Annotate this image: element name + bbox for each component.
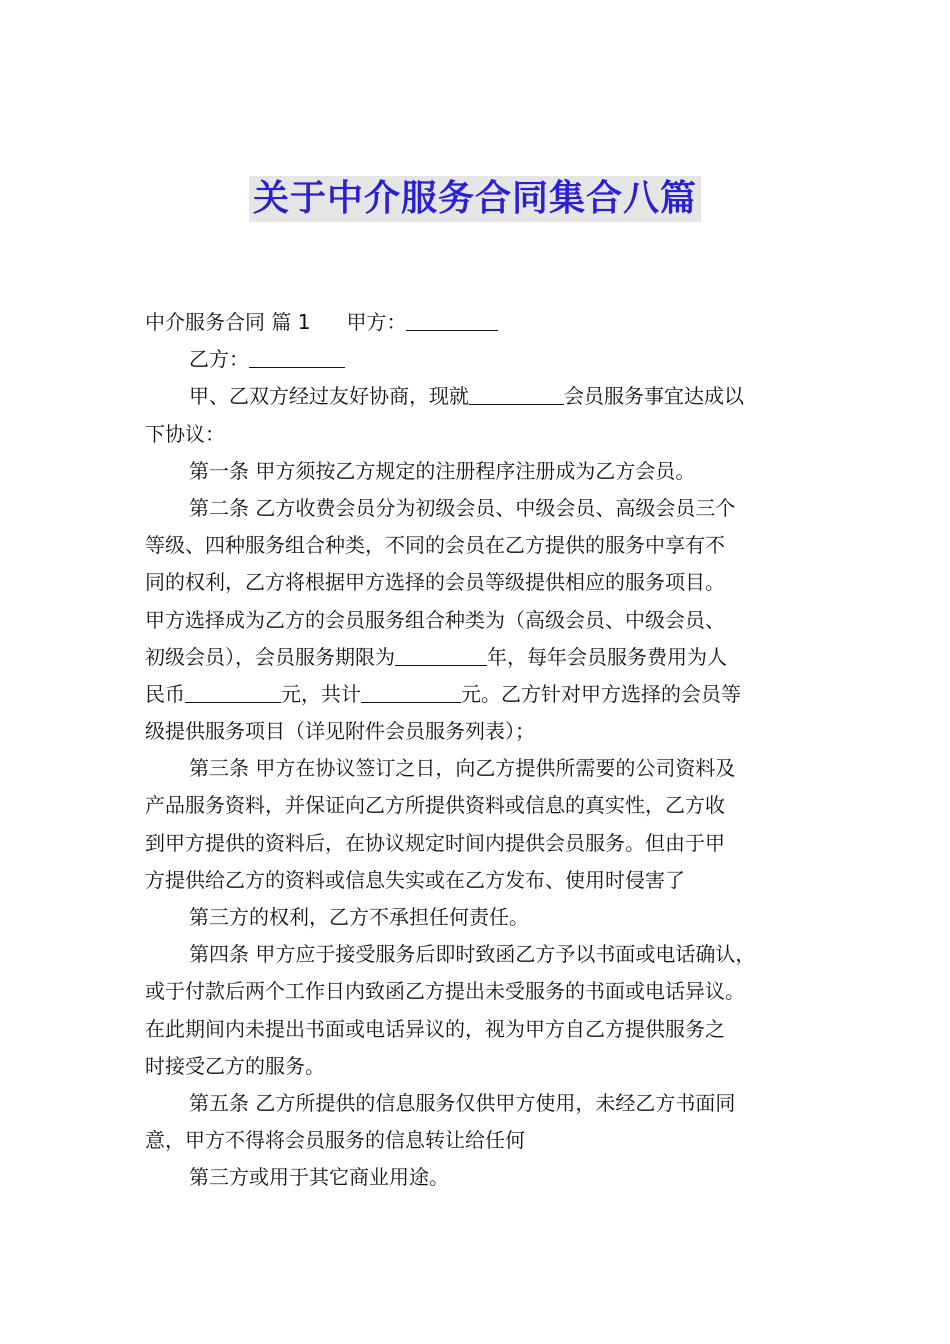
paragraph-line: 甲方选择成为乙方的会员服务组合种类为（高级会员、中级会员、: [145, 607, 725, 632]
party-b-blank: [249, 347, 345, 368]
paragraph-line: 同的权利，乙方将根据甲方选择的会员等级提供相应的服务项目。: [145, 570, 725, 595]
line-text: 会员服务事宜达成以: [564, 384, 744, 409]
paragraph-line: 下协议：: [145, 421, 225, 446]
paragraph-line: 第一条 甲方须按乙方规定的注册程序注册成为乙方会员。: [189, 458, 696, 483]
paragraph-line: 产品服务资料，并保证向乙方所提供资料或信息的真实性，乙方收: [145, 793, 725, 818]
line-text: 年，每年会员服务费用为人: [487, 644, 727, 669]
line-text: 元。乙方针对甲方选择的会员等: [461, 681, 741, 706]
paragraph-line: 或于付款后两个工作日内致函乙方提出未受服务的书面或电话异议。: [145, 979, 745, 1004]
line-text: 元，共计: [281, 681, 361, 706]
paragraph-line: 到甲方提供的资料后，在协议规定时间内提供会员服务。但由于甲: [145, 830, 725, 855]
line-text: 甲、乙双方经过友好协商，现就: [189, 384, 469, 409]
party-a-blank: [406, 310, 498, 331]
document-title: [0, 176, 950, 222]
paragraph-line: 第四条 甲方应于接受服务后即时致函乙方予以书面或电话确认，: [189, 942, 756, 967]
paragraph-line: [145, 676, 810, 713]
annual-fee-blank: [185, 682, 281, 703]
line-text: 民币: [145, 681, 185, 706]
paragraph-line: 第三方的权利，乙方不承担任何责任。: [189, 905, 529, 929]
paragraph-line: [145, 378, 810, 415]
paragraph-line: 第三方或用于其它商业用途。: [189, 1165, 449, 1190]
title-text: 关于中介服务合同集合八篇: [249, 176, 701, 222]
paragraph-line: 等级、四种服务组合种类，不同的会员在乙方提供的服务中享有不: [145, 533, 725, 558]
service-blank: [469, 384, 564, 405]
line-text: 甲方：: [346, 310, 407, 334]
paragraph-line: [145, 341, 810, 378]
paragraph-line: 时接受乙方的服务。: [145, 1053, 325, 1078]
line-text: 乙方：: [189, 347, 249, 372]
paragraph-line: 级提供服务项目（详见附件会员服务列表）；: [145, 719, 535, 744]
paragraph-line: 第三条 甲方在协议签订之日，向乙方提供所需要的公司资料及: [189, 756, 736, 781]
line-text: 初级会员），会员服务期限为: [145, 644, 395, 669]
term-years-blank: [395, 645, 487, 666]
paragraph-line: 方提供给乙方的资料或信息失实或在乙方发布、使用时侵害了: [145, 867, 685, 892]
total-fee-blank: [361, 682, 461, 703]
paragraph-line: 在此期间内未提出书面或电话异议的，视为甲方自乙方提供服务之: [145, 1016, 725, 1041]
paragraph-line: 第五条 乙方所提供的信息服务仅供甲方使用，未经乙方书面同: [189, 1090, 736, 1115]
paragraph-line: 第二条 乙方收费会员分为初级会员、中级会员、高级会员三个: [189, 495, 736, 520]
contract-body: [145, 304, 810, 1197]
contract-heading-line: [145, 304, 810, 341]
line-text: 中介服务合同 篇 1: [145, 310, 311, 334]
paragraph-line: [145, 639, 810, 676]
paragraph-line: 意，甲方不得将会员服务的信息转让给任何: [145, 1128, 525, 1153]
